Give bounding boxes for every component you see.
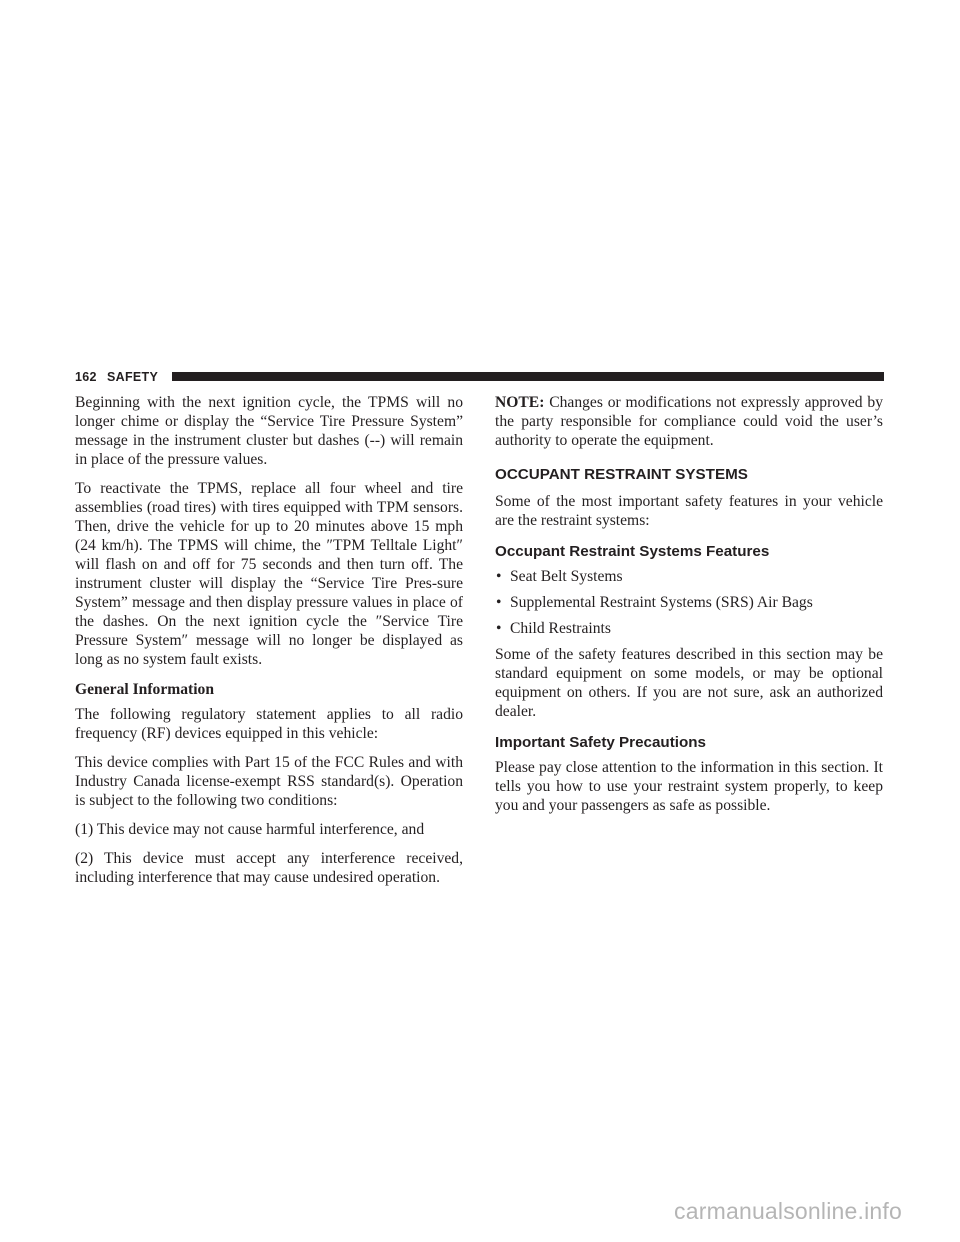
occupant-restraint-systems-heading: OCCUPANT RESTRAINT SYSTEMS — [495, 466, 748, 483]
page-number: 162 — [75, 370, 97, 384]
note-label: NOTE: — [495, 394, 545, 411]
precautions-heading: Important Safety Precautions — [495, 734, 706, 751]
note-text: Changes or modifications not expressly approved by the party responsible for compliance could void the user’s authority to operate the equipment. — [495, 394, 883, 449]
list-item-text: Supplemental Restraint Systems (SRS) Air Bags — [510, 594, 813, 611]
page-header — [75, 369, 884, 385]
condition-1-paragraph: (1) This device may not cause harmful interference, and — [75, 821, 425, 838]
watermark: carmanualsonline.info — [674, 1198, 902, 1224]
fcc-compliance-paragraph: This device complies with Part 15 of the FCC Rules and with Industry Canada license-exempt RSS standard(s). Operation is subject to the following two conditions: — [75, 754, 463, 809]
right-column — [495, 393, 883, 825]
list-item-text: Child Restraints — [510, 620, 611, 637]
condition-2-paragraph: (2) This device must accept any interference received, including interference that may cause undesired operation. — [75, 850, 463, 886]
list-item — [495, 593, 883, 612]
note-paragraph — [495, 393, 883, 450]
bullet-icon: • — [496, 594, 502, 611]
section-title: SAFETY — [107, 370, 159, 384]
features-heading: Occupant Restraint Systems Features — [495, 543, 770, 560]
features-list — [495, 567, 883, 638]
regulatory-statement-paragraph: The following regulatory statement applies to all radio frequency (RF) devices equipped in this vehicle: — [75, 706, 463, 742]
list-item — [495, 567, 883, 586]
tpms-reactivate-paragraph: To reactivate the TPMS, replace all four wheel and tire assemblies (road tires) with tires equipped with TPM sensors. Then, drive the vehicle for up to 20 minutes above 15 mph (24 km/h). The TPMS will chime, the ″TPM Telltale Light″ will flash on and off for 75 seconds and then turn off. The instrument cluster will display the “Service Tire Pres-sure System” message and then display pressure values in place of the dashes. On the next ignition cycle the ″Service Tire Pressure System″ message will no longer be displayed as long as no system fault exists. — [75, 480, 463, 668]
tpms-dashes-paragraph: Beginning with the next ignition cycle, the TPMS will no longer chime or display the “Service Tire Pressure System” message in the instrument cluster but dashes (--) will remain in place of the pressure values. — [75, 394, 463, 468]
header-rule — [172, 372, 884, 381]
left-column — [75, 393, 463, 897]
precautions-paragraph: Please pay close attention to the information in this section. It tells you how to use your restraint system properly, to keep you and your passengers as safe as possible. — [495, 759, 883, 814]
list-item-text: Seat Belt Systems — [510, 568, 623, 585]
optional-equipment-paragraph: Some of the safety features described in this section may be standard equipment on some models, or may be optional equipment on others. If you are not sure, ask an authorized dealer. — [495, 646, 883, 720]
list-item — [495, 619, 883, 638]
restraint-intro-paragraph: Some of the most important safety features in your vehicle are the restraint systems: — [495, 493, 883, 529]
bullet-icon: • — [496, 568, 502, 585]
bullet-icon: • — [496, 620, 502, 637]
general-information-heading: General Information — [75, 681, 215, 698]
